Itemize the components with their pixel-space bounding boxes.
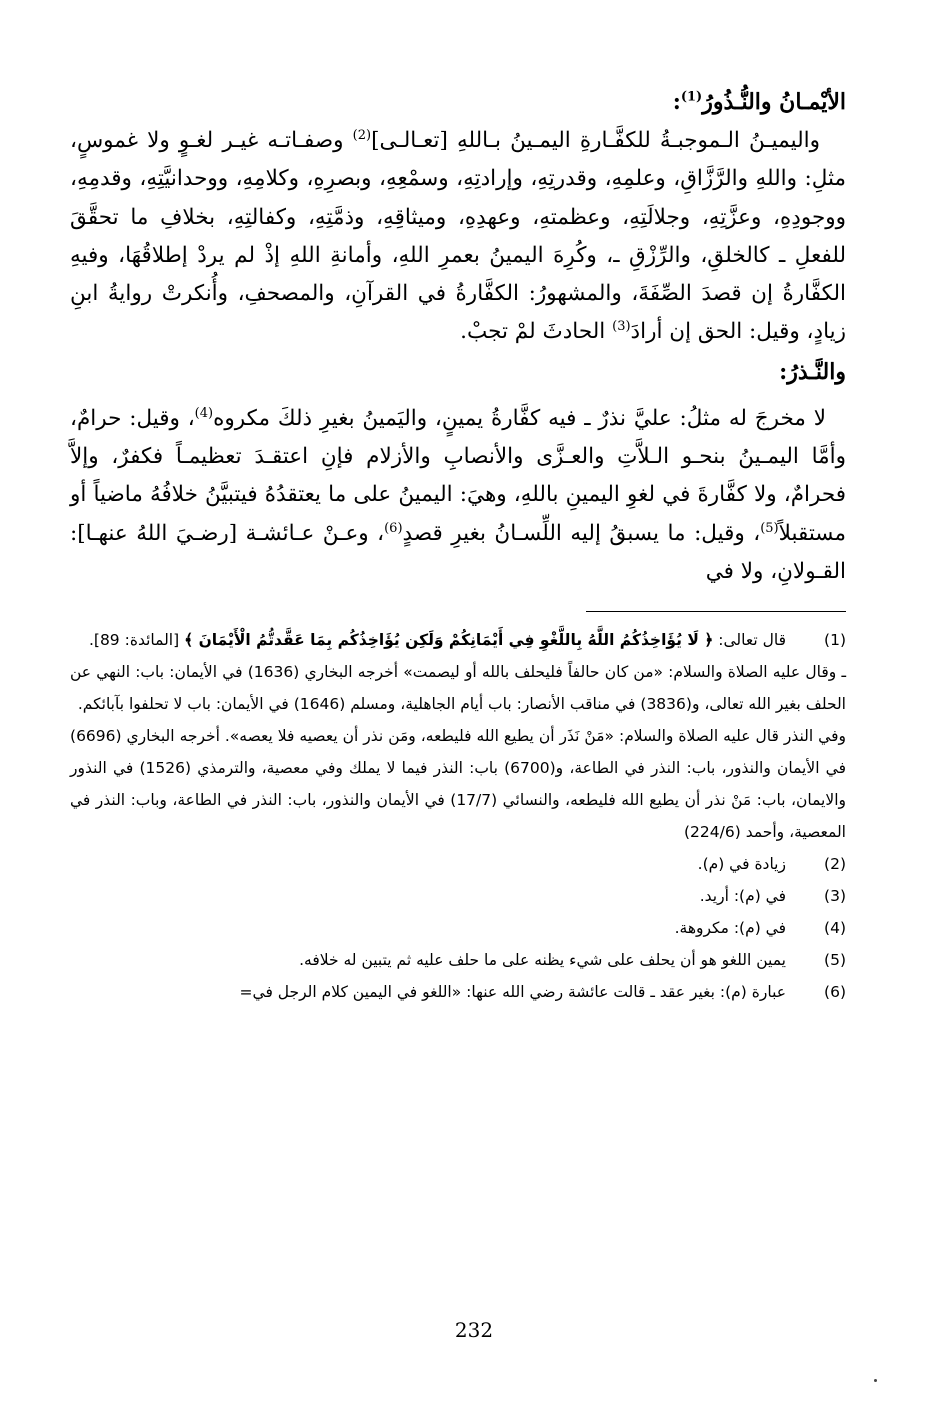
paragraph-vow bbox=[70, 400, 846, 591]
heading-text: الأيْمـانُ والنُّـذُورُ bbox=[702, 89, 846, 115]
footnotes bbox=[70, 624, 846, 1008]
footnote-number: (4) bbox=[824, 919, 846, 938]
footnote-text: يمين اللغو هو أن يحلف على شيء يظنه على ما حلف عليه ثم يتبين له خلافه. bbox=[299, 951, 786, 970]
footnote-ref[interactable]: (2) bbox=[352, 127, 372, 143]
footnote-text: في (م): أريد. bbox=[699, 887, 786, 906]
footnote-number: (1) bbox=[824, 631, 846, 650]
footnote-number: (5) bbox=[824, 951, 846, 970]
footnote-text: ـ وقال عليه الصلاة والسلام: «من كان حالفاً فليحلف بالله أو ليصمت» أخرجه البخاري (1636) في الأيمان: باب: النهي عن الحلف بغير الله تعالى، و(3836) في مناقب الأنصار: باب أيام الجاهلية، ومسلم (1646) في الأيمان: باب لا تحلفوا بآبائكم. bbox=[70, 663, 846, 714]
heading-colon: : bbox=[779, 358, 788, 385]
footnote-3 bbox=[70, 880, 846, 912]
quran-verse: ﴿ لَا يُؤَاخِذُكُمُ اللَّهُ بِاللَّغْوِ فِي أَيْمَانِكُمْ وَلَكِن يُؤَاخِذُكُم بِمَا عَقَّدتُّمُ الْأَيْمَانَ ﴾ bbox=[184, 631, 714, 650]
footnote-1 bbox=[70, 624, 846, 656]
footnote-number: (6) bbox=[824, 983, 846, 1002]
footnote-1-continuation bbox=[70, 656, 846, 720]
footnote-text bbox=[70, 624, 786, 656]
page-number: 232 bbox=[454, 1318, 494, 1342]
paragraph-text: ، وعـنْ عـائشـة [رضـيَ اللهُ عنهـا]: القـولانِ، ولا في bbox=[70, 520, 846, 584]
paragraph-text: ، وقيل: ما يسبقُ إليه اللِّسـانُ بغيرِ قصدٍ bbox=[402, 520, 761, 546]
footnote-text-part: [المائدة: 89]. bbox=[88, 631, 185, 650]
footnote-text: زيادة في (م). bbox=[697, 855, 786, 874]
heading-text: والنَّـذرُ bbox=[787, 358, 846, 385]
paragraph-text: لا مخرجَ له مثلُ: عليَّ نذرٌ ـ فيه كفَّارةُ يمينٍ، واليَمينُ بغيرِ ذلكَ مكروه bbox=[213, 405, 826, 431]
footnote-ref[interactable]: (4) bbox=[194, 405, 214, 421]
footnote-ref[interactable]: (6) bbox=[384, 520, 403, 536]
paragraph-oath bbox=[70, 122, 846, 352]
paragraph-text: ، وقيل: حرامٌ، وأمَّا اليمـينُ بنحـو الـلاَّتِ والعـزَّى والأنصابِ والأزلام فإنِ اعتقـدَ تعظيمـاً فكفرٌ، وإلاَّ فحرامٌ، ولا كفَّارةَ في لغوِ اليمينِ باللهِ، وهيَ: اليمينُ على ما يعتقدُهُ فيتبيَّنُ خلافُهُ ماضياً أو مستقبلاً bbox=[70, 405, 847, 546]
footnote-ref[interactable]: (3) bbox=[612, 319, 631, 335]
paragraph-text: وصفـاتـه غيـر لغـوٍ ولا غموسٍ، مثلِ: واللهِ والرَّزَّاقِ، وعلمِهِ، وقدرتِهِ، وإرادتِهِ، وسمْعِهِ، وبصرِهِ، وكلامِهِ، ووحدانيَّتِهِ، وقدمِهِ، ووجودِهِ، وعزَّتِهِ، وجلالَتِهِ، وعظمتهِ، وعهدِهِ، وميثاقِهِ، وذمَّتِهِ، وكفالتِهِ، بخلافِ ما تحقَّقَ للفعلِ ـ كالخلقِ، والرِّزْقِ ـ، وكُرِهَ اليمينُ بعمرِ اللهِ، وأمانةِ اللهِ إذْ لم يردْ إطلاقُهَا، وفيهِ الكفَّارةُ إن قصدَ الصِّفَةَ، والمشهورُ: الكفَّارةُ في القرآنِ، والمصحفِ، وأُنكرتْ روايةُ ابنِ زيادٍ، وقيل: الحق إن أرادَ bbox=[70, 128, 846, 345]
page-content bbox=[70, 82, 846, 1008]
footnote-text: في (م): مكروهة. bbox=[674, 919, 786, 938]
footnote-text-part: قال تعالى: bbox=[713, 631, 786, 650]
heading-colon: : bbox=[672, 89, 681, 115]
footnote-ref[interactable]: (1) bbox=[680, 89, 703, 105]
footnote-text: عبارة (م): بغير عقد ـ قالت عائشة رضي الله عنها: «اللغو في اليمين كلام الرجل في= bbox=[239, 983, 786, 1002]
footnote-ref[interactable]: (5) bbox=[760, 520, 779, 536]
footnote-6 bbox=[70, 976, 846, 1008]
section-heading-oaths bbox=[70, 82, 846, 122]
main-text bbox=[70, 82, 846, 591]
footnote-text: وفي النذر قال عليه الصلاة والسلام: «مَنْ نَذَر أن يطيع الله فليطعه، ومَن نذر أن يعصيه فلا يعصه». أخرجه البخاري (6696) في الأيمان والنذور، باب: النذر في الطاعة، و(6700) باب: النذر فيما لا يملك وفي معصية، والترمذي (1526) في النذور والايمان، باب: مَنْ نذر أن يطيع الله فليطعه، والنسائي (17/7) في الأيمان والنذور، باب: النذر في الطاعة، وباب: النذر في المعصية، وأحمد (224/6) bbox=[70, 727, 847, 842]
paragraph-text: الحادثَ لمْ تجبْ. bbox=[460, 319, 613, 345]
footnote-2 bbox=[70, 848, 846, 880]
paragraph-text: واليميـنُ الـموجبـةُ للكفَّـارةِ اليمـينُ بـاللهِ [تعـالـى] bbox=[371, 128, 820, 153]
footnote-4 bbox=[70, 912, 846, 944]
footnote-1-continuation bbox=[70, 720, 846, 848]
footnote-5 bbox=[70, 944, 846, 976]
footnote-separator bbox=[586, 611, 846, 612]
scan-speck bbox=[874, 1379, 877, 1382]
footnote-number: (2) bbox=[824, 855, 846, 874]
footnote-number: (3) bbox=[824, 887, 846, 906]
section-heading-vow bbox=[70, 352, 846, 392]
